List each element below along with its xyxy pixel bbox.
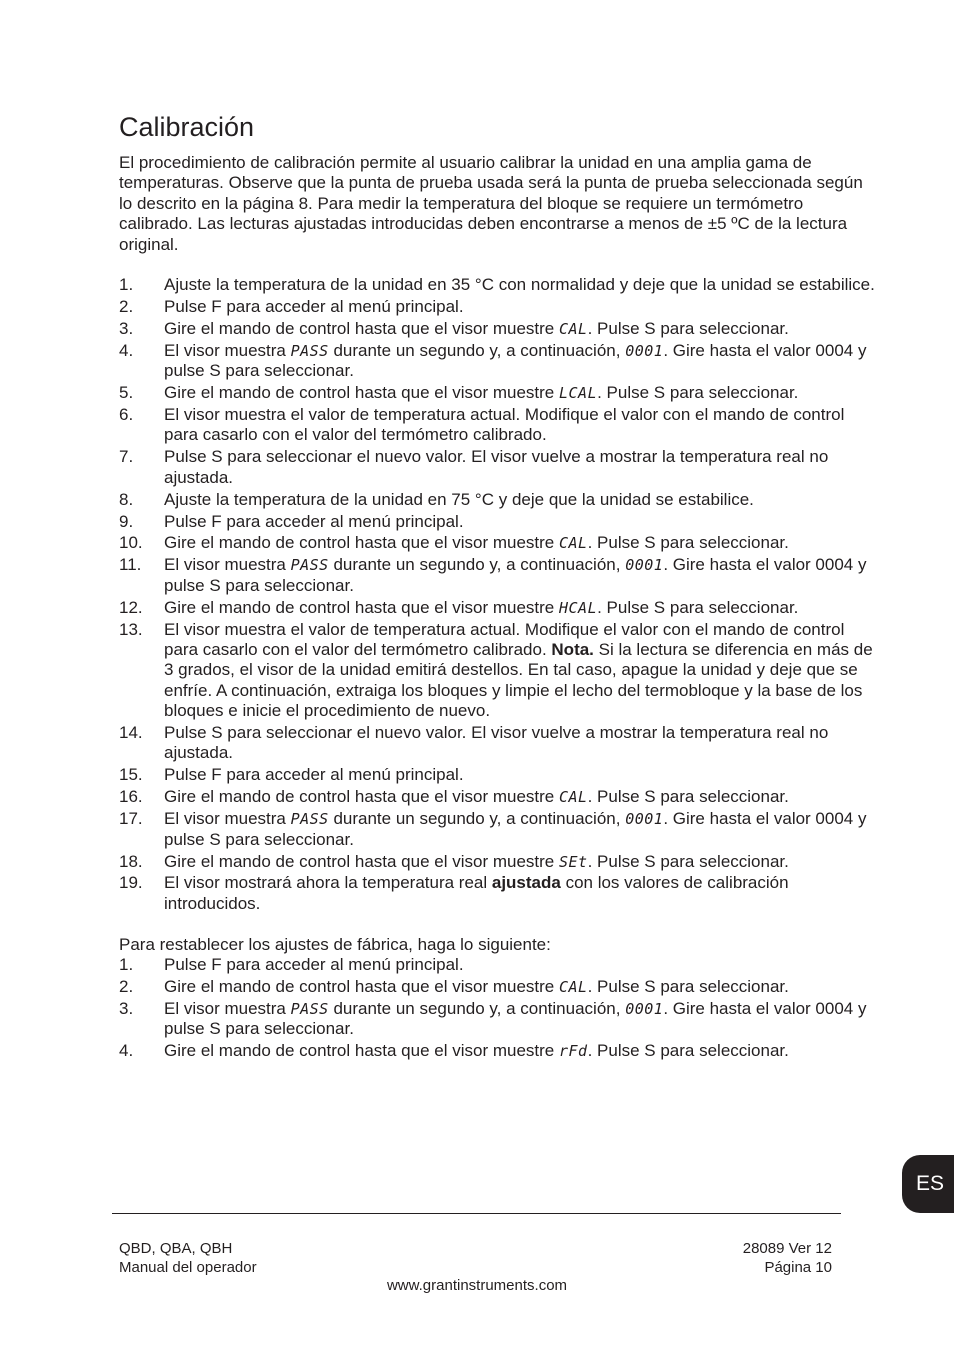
step-text: El visor muestra el valor de temperatura actual. Modifique el valor con el mando de control para casarlo con el valor del termómetro calibrado. bbox=[164, 619, 845, 659]
step-text: Pulse F para acceder al menú principal. bbox=[164, 765, 464, 785]
step-item bbox=[119, 341, 879, 382]
display-readout: 0001 bbox=[625, 556, 664, 575]
step-text: . Pulse S para seleccionar. bbox=[587, 318, 789, 338]
step-number: 17. bbox=[119, 809, 143, 829]
page-title: Calibración bbox=[119, 112, 255, 142]
step-item bbox=[119, 405, 879, 446]
display-readout: LCAL bbox=[558, 384, 598, 403]
display-readout: HCAL bbox=[558, 598, 598, 617]
step-text: El visor mostrará ahora la temperatura real bbox=[164, 873, 492, 893]
footer-doc-version: 28089 Ver 12 bbox=[742, 1240, 832, 1257]
step-text: Gire el mando de control hasta que el visor muestre bbox=[164, 977, 559, 997]
step-text: . Pulse S para seleccionar. bbox=[587, 1041, 789, 1061]
document-body bbox=[119, 153, 879, 1063]
step-item bbox=[119, 977, 879, 997]
step-text: . Pulse S para seleccionar. bbox=[587, 787, 789, 807]
display-readout: 0001 bbox=[625, 999, 664, 1018]
step-text: Gire el mando de control hasta que el visor muestre bbox=[164, 787, 559, 807]
display-readout: rFd bbox=[558, 1042, 588, 1061]
step-item bbox=[119, 297, 879, 317]
step-number: 12. bbox=[119, 597, 143, 617]
step-text: Gire el mando de control hasta que el visor muestre bbox=[164, 318, 559, 338]
step-number: 6. bbox=[119, 404, 134, 424]
step-item bbox=[119, 955, 879, 975]
step-text: . Pulse S para seleccionar. bbox=[597, 383, 799, 403]
step-text: El visor muestra bbox=[164, 809, 291, 829]
step-item bbox=[119, 620, 879, 722]
step-text: . Pulse S para seleccionar. bbox=[587, 851, 789, 871]
step-number: 9. bbox=[119, 511, 134, 531]
step-number: 8. bbox=[119, 489, 134, 509]
step-number: 2. bbox=[119, 296, 134, 316]
step-item bbox=[119, 319, 879, 339]
step-text: . Pulse S para seleccionar. bbox=[587, 977, 789, 997]
display-readout: CAL bbox=[558, 534, 588, 553]
step-number: 1. bbox=[119, 955, 134, 975]
step-number: 3. bbox=[119, 318, 134, 338]
step-text: . Gire hasta el valor 0004 y pulse S para seleccionar. bbox=[164, 340, 867, 381]
footer-website: www.grantinstruments.com bbox=[386, 1277, 568, 1294]
display-readout: CAL bbox=[558, 319, 588, 338]
step-text: durante un segundo y, a continuación, bbox=[328, 340, 626, 360]
step-number: 10. bbox=[119, 533, 143, 553]
step-item bbox=[119, 533, 879, 553]
step-item bbox=[119, 275, 879, 295]
step-item bbox=[119, 787, 879, 807]
display-readout: PASS bbox=[290, 810, 329, 829]
step-item bbox=[119, 999, 879, 1040]
step-item bbox=[119, 852, 879, 872]
step-text: Gire el mando de control hasta que el visor muestre bbox=[164, 383, 559, 403]
step-item bbox=[119, 1041, 879, 1061]
step-text: Si la lectura se diferencia en más de 3 grados, el visor de la unidad emitirá destellos. En tal caso, apague la unidad y deje que se enfríe. A continuación, extraiga los bloques y limpie el lecho del termobloque y la base de los bloques e inicie el procedimiento de nuevo. bbox=[164, 639, 873, 721]
calibration-steps-list bbox=[119, 275, 879, 914]
step-number: 15. bbox=[119, 765, 143, 785]
step-item bbox=[119, 447, 879, 488]
step-text: Pulse F para acceder al menú principal. bbox=[164, 296, 464, 316]
step-item bbox=[119, 809, 879, 850]
step-text: Ajuste la temperatura de la unidad en 75 °C y deje que la unidad se estabilice. bbox=[164, 489, 754, 509]
step-text: El visor muestra bbox=[164, 998, 291, 1018]
step-text: El visor muestra bbox=[164, 340, 291, 360]
step-item bbox=[119, 383, 879, 403]
step-text: durante un segundo y, a continuación, bbox=[328, 555, 626, 575]
language-tab: ES bbox=[902, 1155, 954, 1213]
step-text: Gire el mando de control hasta que el visor muestre bbox=[164, 597, 559, 617]
step-number: 3. bbox=[119, 998, 134, 1018]
display-readout: CAL bbox=[558, 978, 588, 997]
step-text: con los valores de calibración introducidos. bbox=[164, 873, 789, 913]
footer-left bbox=[119, 1240, 257, 1277]
step-text: Pulse F para acceder al menú principal. bbox=[164, 955, 464, 975]
step-number: 18. bbox=[119, 851, 143, 871]
step-item bbox=[119, 490, 879, 510]
display-readout: PASS bbox=[290, 556, 329, 575]
step-item bbox=[119, 873, 879, 914]
step-number: 19. bbox=[119, 873, 143, 893]
section-spacer bbox=[119, 916, 879, 935]
step-number: 1. bbox=[119, 275, 134, 295]
step-text: . Pulse S para seleccionar. bbox=[597, 597, 799, 617]
intro-paragraph: El procedimiento de calibración permite al usuario calibrar la unidad en una amplia gama de temperaturas. Observe que la punta de prueba usada será la punta de prueba seleccionada según lo descrito en la página 8. Para medir la temperatura del bloque se requiere un termómetro calibrado. Las lecturas ajustadas introducidas deben encontrarse a menos de ±5 ºC de la lectura original. bbox=[119, 153, 863, 254]
bold-text: ajustada bbox=[491, 873, 561, 893]
step-number: 2. bbox=[119, 977, 134, 997]
step-item bbox=[119, 723, 879, 764]
step-text: . Gire hasta el valor 0004 y pulse S para seleccionar. bbox=[164, 555, 867, 595]
step-number: 16. bbox=[119, 787, 143, 807]
footer-manual-name: Manual del operador bbox=[119, 1258, 257, 1276]
step-item bbox=[119, 512, 879, 532]
step-text: Gire el mando de control hasta que el visor muestre bbox=[164, 533, 559, 553]
display-readout: PASS bbox=[290, 341, 329, 360]
step-item bbox=[119, 555, 879, 596]
footer-page-number: Página 10 bbox=[764, 1258, 832, 1276]
footer-divider bbox=[112, 1213, 841, 1214]
step-text: Pulse S para seleccionar el nuevo valor. El visor vuelve a mostrar la temperatura real no ajustada. bbox=[164, 447, 829, 487]
step-number: 4. bbox=[119, 1041, 134, 1061]
step-text: Ajuste la temperatura de la unidad en 35 °C con normalidad y deje que la unidad se estabilice. bbox=[164, 275, 875, 295]
step-text: . Pulse S para seleccionar. bbox=[587, 533, 789, 553]
display-readout: 0001 bbox=[625, 341, 664, 360]
step-text: . Gire hasta el valor 0004 y pulse S para seleccionar. bbox=[164, 998, 867, 1039]
step-number: 13. bbox=[119, 619, 143, 639]
step-text: El visor muestra bbox=[164, 555, 291, 575]
step-number: 11. bbox=[119, 555, 142, 575]
step-number: 4. bbox=[119, 340, 134, 360]
reset-intro: Para restablecer los ajustes de fábrica, haga lo siguiente: bbox=[119, 934, 551, 954]
footer-right bbox=[743, 1240, 832, 1277]
bold-text: Nota. bbox=[551, 639, 594, 659]
step-text: durante un segundo y, a continuación, bbox=[328, 809, 626, 829]
footer-models: QBD, QBA, QBH bbox=[119, 1240, 233, 1257]
reset-steps-list bbox=[119, 955, 879, 1062]
step-text: Pulse F para acceder al menú principal. bbox=[164, 511, 464, 531]
step-text: El visor muestra el valor de temperatura actual. Modifique el valor con el mando de control para casarlo con el valor del termómetro calibrado. bbox=[164, 404, 845, 445]
display-readout: PASS bbox=[290, 999, 329, 1018]
step-number: 14. bbox=[119, 723, 143, 743]
display-readout: SEt bbox=[558, 852, 588, 871]
step-text: Gire el mando de control hasta que el visor muestre bbox=[164, 851, 559, 871]
step-text: durante un segundo y, a continuación, bbox=[328, 998, 626, 1018]
step-number: 7. bbox=[119, 447, 134, 467]
step-text: Gire el mando de control hasta que el visor muestre bbox=[164, 1041, 559, 1061]
step-item bbox=[119, 765, 879, 785]
step-item bbox=[119, 598, 879, 618]
display-readout: 0001 bbox=[625, 810, 664, 829]
step-text: . Gire hasta el valor 0004 y pulse S para seleccionar. bbox=[164, 809, 867, 849]
step-number: 5. bbox=[119, 383, 134, 403]
step-text: Pulse S para seleccionar el nuevo valor. El visor vuelve a mostrar la temperatura real no ajustada. bbox=[164, 723, 829, 763]
display-readout: CAL bbox=[558, 788, 588, 807]
